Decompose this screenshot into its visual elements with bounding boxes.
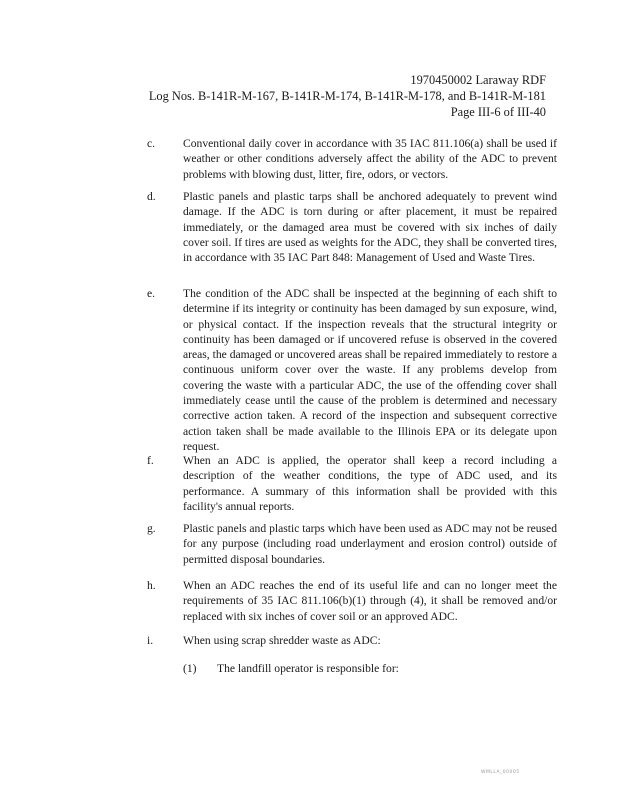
- header-site-id: 1970450002 Laraway RDF: [410, 73, 546, 87]
- item-letter: e.: [147, 287, 156, 300]
- item-text: When an ADC reaches the end of its useful life and can no longer meet the requirements of 35 IAC 811.106(b)(1) through (4), it shall be removed and/or replaced with six inches of cover soil or an approved ADC.: [183, 579, 557, 623]
- item-text: Conventional daily cover in accordance with 35 IAC 811.106(a) shall be used if weather or other conditions adversely affect the ability of the ADC to prevent problems with blowing dust, litter, fire, odors, or vectors.: [183, 137, 557, 181]
- header-page-number: Page III-6 of III-40: [450, 105, 546, 119]
- item-letter: i.: [147, 634, 154, 647]
- page-header: [149, 72, 546, 120]
- item-text: When an ADC is applied, the operator shall keep a record including a description of the weather conditions, the type of ADC used, and its performance. A summary of this information shall be provided with this facility's annual reports.: [183, 454, 557, 513]
- item-letter: d.: [147, 190, 156, 203]
- item-letter: c.: [147, 137, 156, 150]
- item-letter: g.: [147, 522, 156, 535]
- condition-item-e: [147, 286, 557, 454]
- sub-item-1: [183, 661, 543, 676]
- condition-item-h: [147, 578, 557, 624]
- condition-item-f: [147, 453, 557, 514]
- sub-item-number: (1): [183, 662, 197, 675]
- condition-item-d: [147, 189, 557, 265]
- sub-item-text: The landfill operator is responsible for:: [217, 662, 399, 675]
- item-letter: h.: [147, 579, 156, 592]
- bates-stamp: WMLLA_00005: [481, 770, 520, 775]
- item-text: When using scrap shredder waste as ADC:: [183, 634, 381, 647]
- condition-item-g: [147, 521, 557, 567]
- item-text: The condition of the ADC shall be inspected at the beginning of each shift to determine if its integrity or continuity has been damaged by sun exposure, wind, or physical contact. If the inspection reveals that the structural integrity or continuity has been damaged or if uncovered refuse is observed in the covered areas, the damaged or uncovered areas shall be repaired immediately to restore a continuous uniform cover over the waste. If any problems develop from covering the waste with a particular ADC, the use of the offending cover shall immediately cease until the cause of the problem is determined and necessary corrective action taken. A record of the inspection and subsequent corrective action taken shall be made available to the Illinois EPA or its delegate upon request.: [183, 287, 557, 453]
- header-log-numbers: Log Nos. B-141R-M-167, B-141R-M-174, B-141R-M-178, and B-141R-M-181: [148, 89, 546, 103]
- item-text: Plastic panels and plastic tarps shall be anchored adequately to prevent wind damage. If the ADC is torn during or after placement, it must be repaired immediately, or the damaged area must be covered with six inches of daily cover soil. If tires are used as weights for the ADC, they shall be converted tires, in accordance with 35 IAC Part 848: Management of Used and Waste Tires.: [183, 190, 557, 265]
- item-letter: f.: [147, 454, 154, 467]
- item-text: Plastic panels and plastic tarps which have been used as ADC may not be reused for any purpose (including road underlayment and erosion control) outside of permitted disposal boundaries.: [183, 522, 557, 566]
- condition-item-c: [147, 136, 557, 182]
- condition-item-i: [147, 633, 557, 648]
